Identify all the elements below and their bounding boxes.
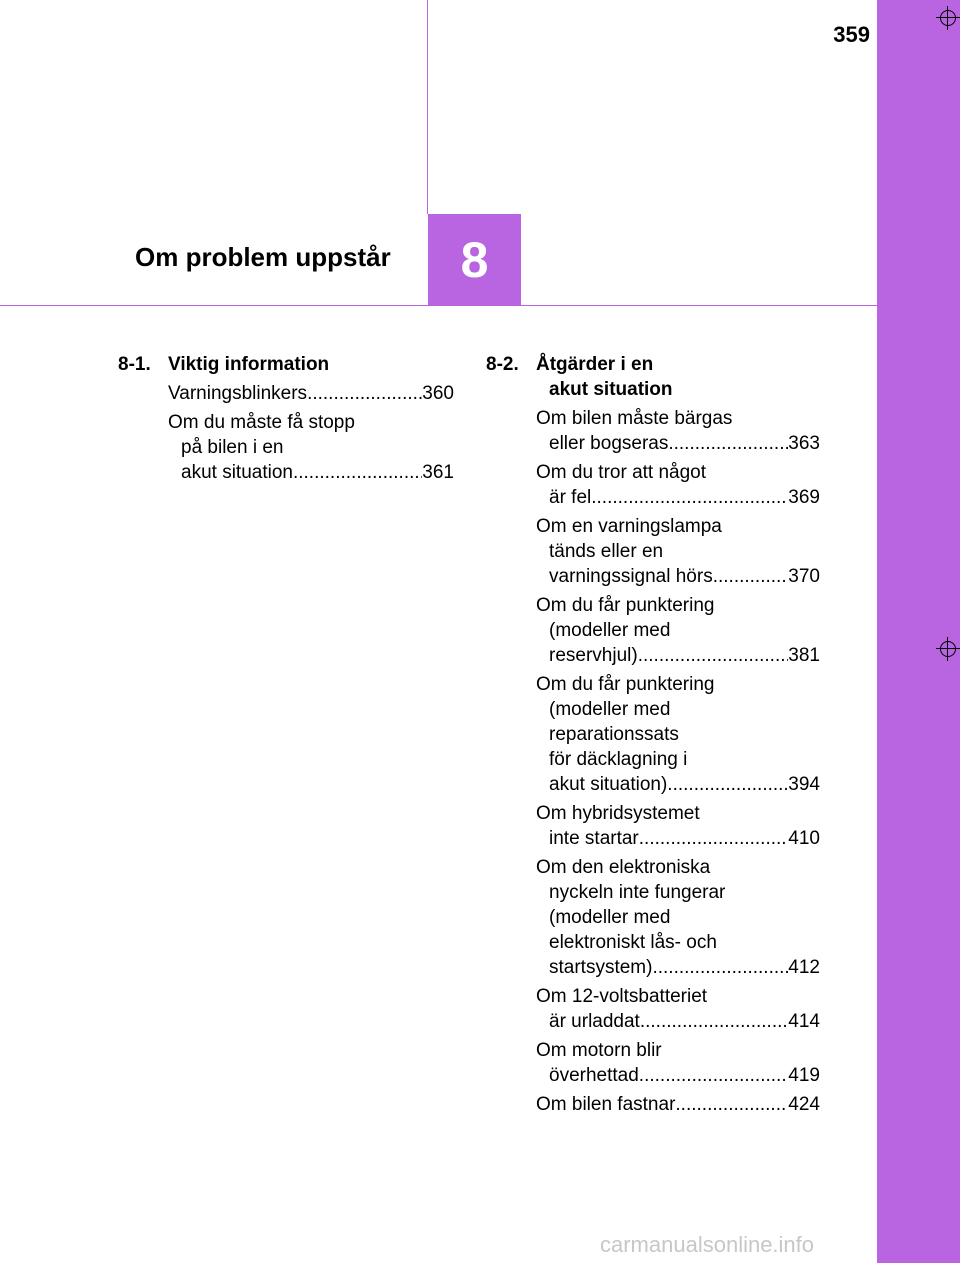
dot-leader <box>668 431 788 456</box>
toc-entry-last-line <box>536 1063 820 1088</box>
toc-entry-page: 414 <box>788 1011 820 1032</box>
registration-mark-icon <box>936 6 960 30</box>
toc-entry-last-line <box>536 431 820 456</box>
dot-leader <box>638 643 789 668</box>
toc-entry[interactable] <box>168 381 454 406</box>
toc-entry[interactable] <box>168 410 454 485</box>
section-title <box>536 352 820 402</box>
section-title-line: Åtgärder i en <box>536 354 654 375</box>
toc-entry-last-line <box>536 955 820 980</box>
section-title-line: akut situation <box>549 379 673 400</box>
toc-entry-text: startsystem) <box>549 957 653 978</box>
toc-section-8-1 <box>118 352 454 489</box>
dot-leader <box>652 955 788 980</box>
toc-entries <box>168 381 454 485</box>
toc-entry-last-line <box>536 1092 820 1117</box>
toc-entry-line: Om motorn blir <box>536 1040 662 1061</box>
toc-entry[interactable] <box>536 593 820 668</box>
toc-entry[interactable] <box>536 855 820 980</box>
toc-entry-page: 394 <box>788 774 820 795</box>
toc-entry-line: elektroniskt lås- och <box>549 932 717 953</box>
toc-entry-line: Om du tror att något <box>536 462 707 483</box>
section-heading <box>486 352 820 402</box>
toc-entry-page: 424 <box>788 1094 820 1115</box>
toc-entry-page: 370 <box>788 566 820 587</box>
toc-entry-last-line <box>536 485 820 510</box>
toc-entry-page: 361 <box>422 462 454 483</box>
toc-entry-text: eller bogseras <box>549 433 669 454</box>
toc-entry-line: Om bilen måste bärgas <box>536 408 733 429</box>
dot-leader <box>640 1009 788 1034</box>
toc-entry-text: Varningsblinkers <box>168 383 308 404</box>
toc-entry-line: Om den elektroniska <box>536 857 711 878</box>
toc-entry-last-line <box>168 460 454 485</box>
chapter-side-tab <box>877 0 960 1263</box>
toc-entry-page: 369 <box>788 487 820 508</box>
dot-leader <box>591 485 788 510</box>
toc-entry[interactable] <box>536 514 820 589</box>
section-number: 8-2. <box>486 354 519 375</box>
toc-entry-text: överhettad <box>549 1065 639 1086</box>
toc-entry[interactable] <box>536 672 820 797</box>
toc-entry-line: (modeller med <box>549 699 671 720</box>
section-number: 8-1. <box>118 354 151 375</box>
toc-entry-last-line <box>536 1009 820 1034</box>
chapter-number-box <box>428 214 521 306</box>
dot-leader <box>307 381 422 406</box>
section-heading <box>118 352 454 377</box>
toc-entry-text: Om bilen fastnar <box>536 1094 676 1115</box>
toc-entry-line: (modeller med <box>549 907 671 928</box>
toc-entry-page: 363 <box>788 433 820 454</box>
toc-entry[interactable] <box>536 984 820 1034</box>
toc-entry[interactable] <box>536 801 820 851</box>
toc-entry[interactable] <box>536 460 820 510</box>
toc-entry-line: Om hybridsystemet <box>536 803 700 824</box>
toc-entry-line: tänds eller en <box>549 541 664 562</box>
dot-leader <box>675 1092 788 1117</box>
toc-entry-text: är urladdat <box>549 1011 640 1032</box>
toc-entry[interactable] <box>536 406 820 456</box>
toc-entry-line: (modeller med <box>549 620 671 641</box>
toc-entry-page: 412 <box>788 957 820 978</box>
toc-section-8-2 <box>486 352 820 1121</box>
toc-entry-line: för däcklagning i <box>549 749 688 770</box>
dot-leader <box>639 826 789 851</box>
toc-entry-page: 410 <box>788 828 820 849</box>
section-title-line: Viktig information <box>168 354 330 375</box>
chapter-title: Om problem uppstår <box>135 242 391 272</box>
toc-entry-text: akut situation) <box>549 774 668 795</box>
chapter-number: 8 <box>460 232 489 288</box>
toc-entry-text: är fel <box>549 487 592 508</box>
toc-entry-last-line <box>536 772 820 797</box>
toc-entry-last-line <box>536 826 820 851</box>
dot-leader <box>639 1063 789 1088</box>
divider-vertical <box>427 0 428 214</box>
registration-mark-icon <box>936 637 960 661</box>
toc-entry-page: 381 <box>788 645 820 666</box>
section-title <box>168 352 454 377</box>
toc-entry-line: Om 12-voltsbatteriet <box>536 986 708 1007</box>
toc-entry-page: 419 <box>788 1065 820 1086</box>
page-number: 359 <box>833 22 870 47</box>
toc-entry-line: Om du måste få stopp <box>168 412 355 433</box>
toc-entry-text: varningssignal hörs <box>549 566 713 587</box>
dot-leader <box>293 460 422 485</box>
toc-entry-line: reparationssats <box>549 724 679 745</box>
toc-entry-last-line <box>536 643 820 668</box>
toc-entry[interactable] <box>536 1092 820 1117</box>
dot-leader <box>667 772 788 797</box>
dot-leader <box>713 564 789 589</box>
toc-entry[interactable] <box>536 1038 820 1088</box>
toc-entry-line: nyckeln inte fungerar <box>549 882 726 903</box>
toc-entry-text: inte startar <box>549 828 639 849</box>
toc-entry-last-line <box>168 381 454 406</box>
toc-entry-last-line <box>536 564 820 589</box>
toc-entry-text: reservhjul) <box>549 645 638 666</box>
toc-entry-line: Om du får punktering <box>536 595 715 616</box>
toc-entry-line: Om en varningslampa <box>536 516 722 537</box>
toc-entries <box>536 406 820 1117</box>
toc-entry-line: Om du får punktering <box>536 674 715 695</box>
toc-entry-line: på bilen i en <box>181 437 284 458</box>
watermark: carmanualsonline.info <box>600 1232 815 1257</box>
toc-entry-text: akut situation <box>181 462 293 483</box>
toc-entry-page: 360 <box>422 383 454 404</box>
